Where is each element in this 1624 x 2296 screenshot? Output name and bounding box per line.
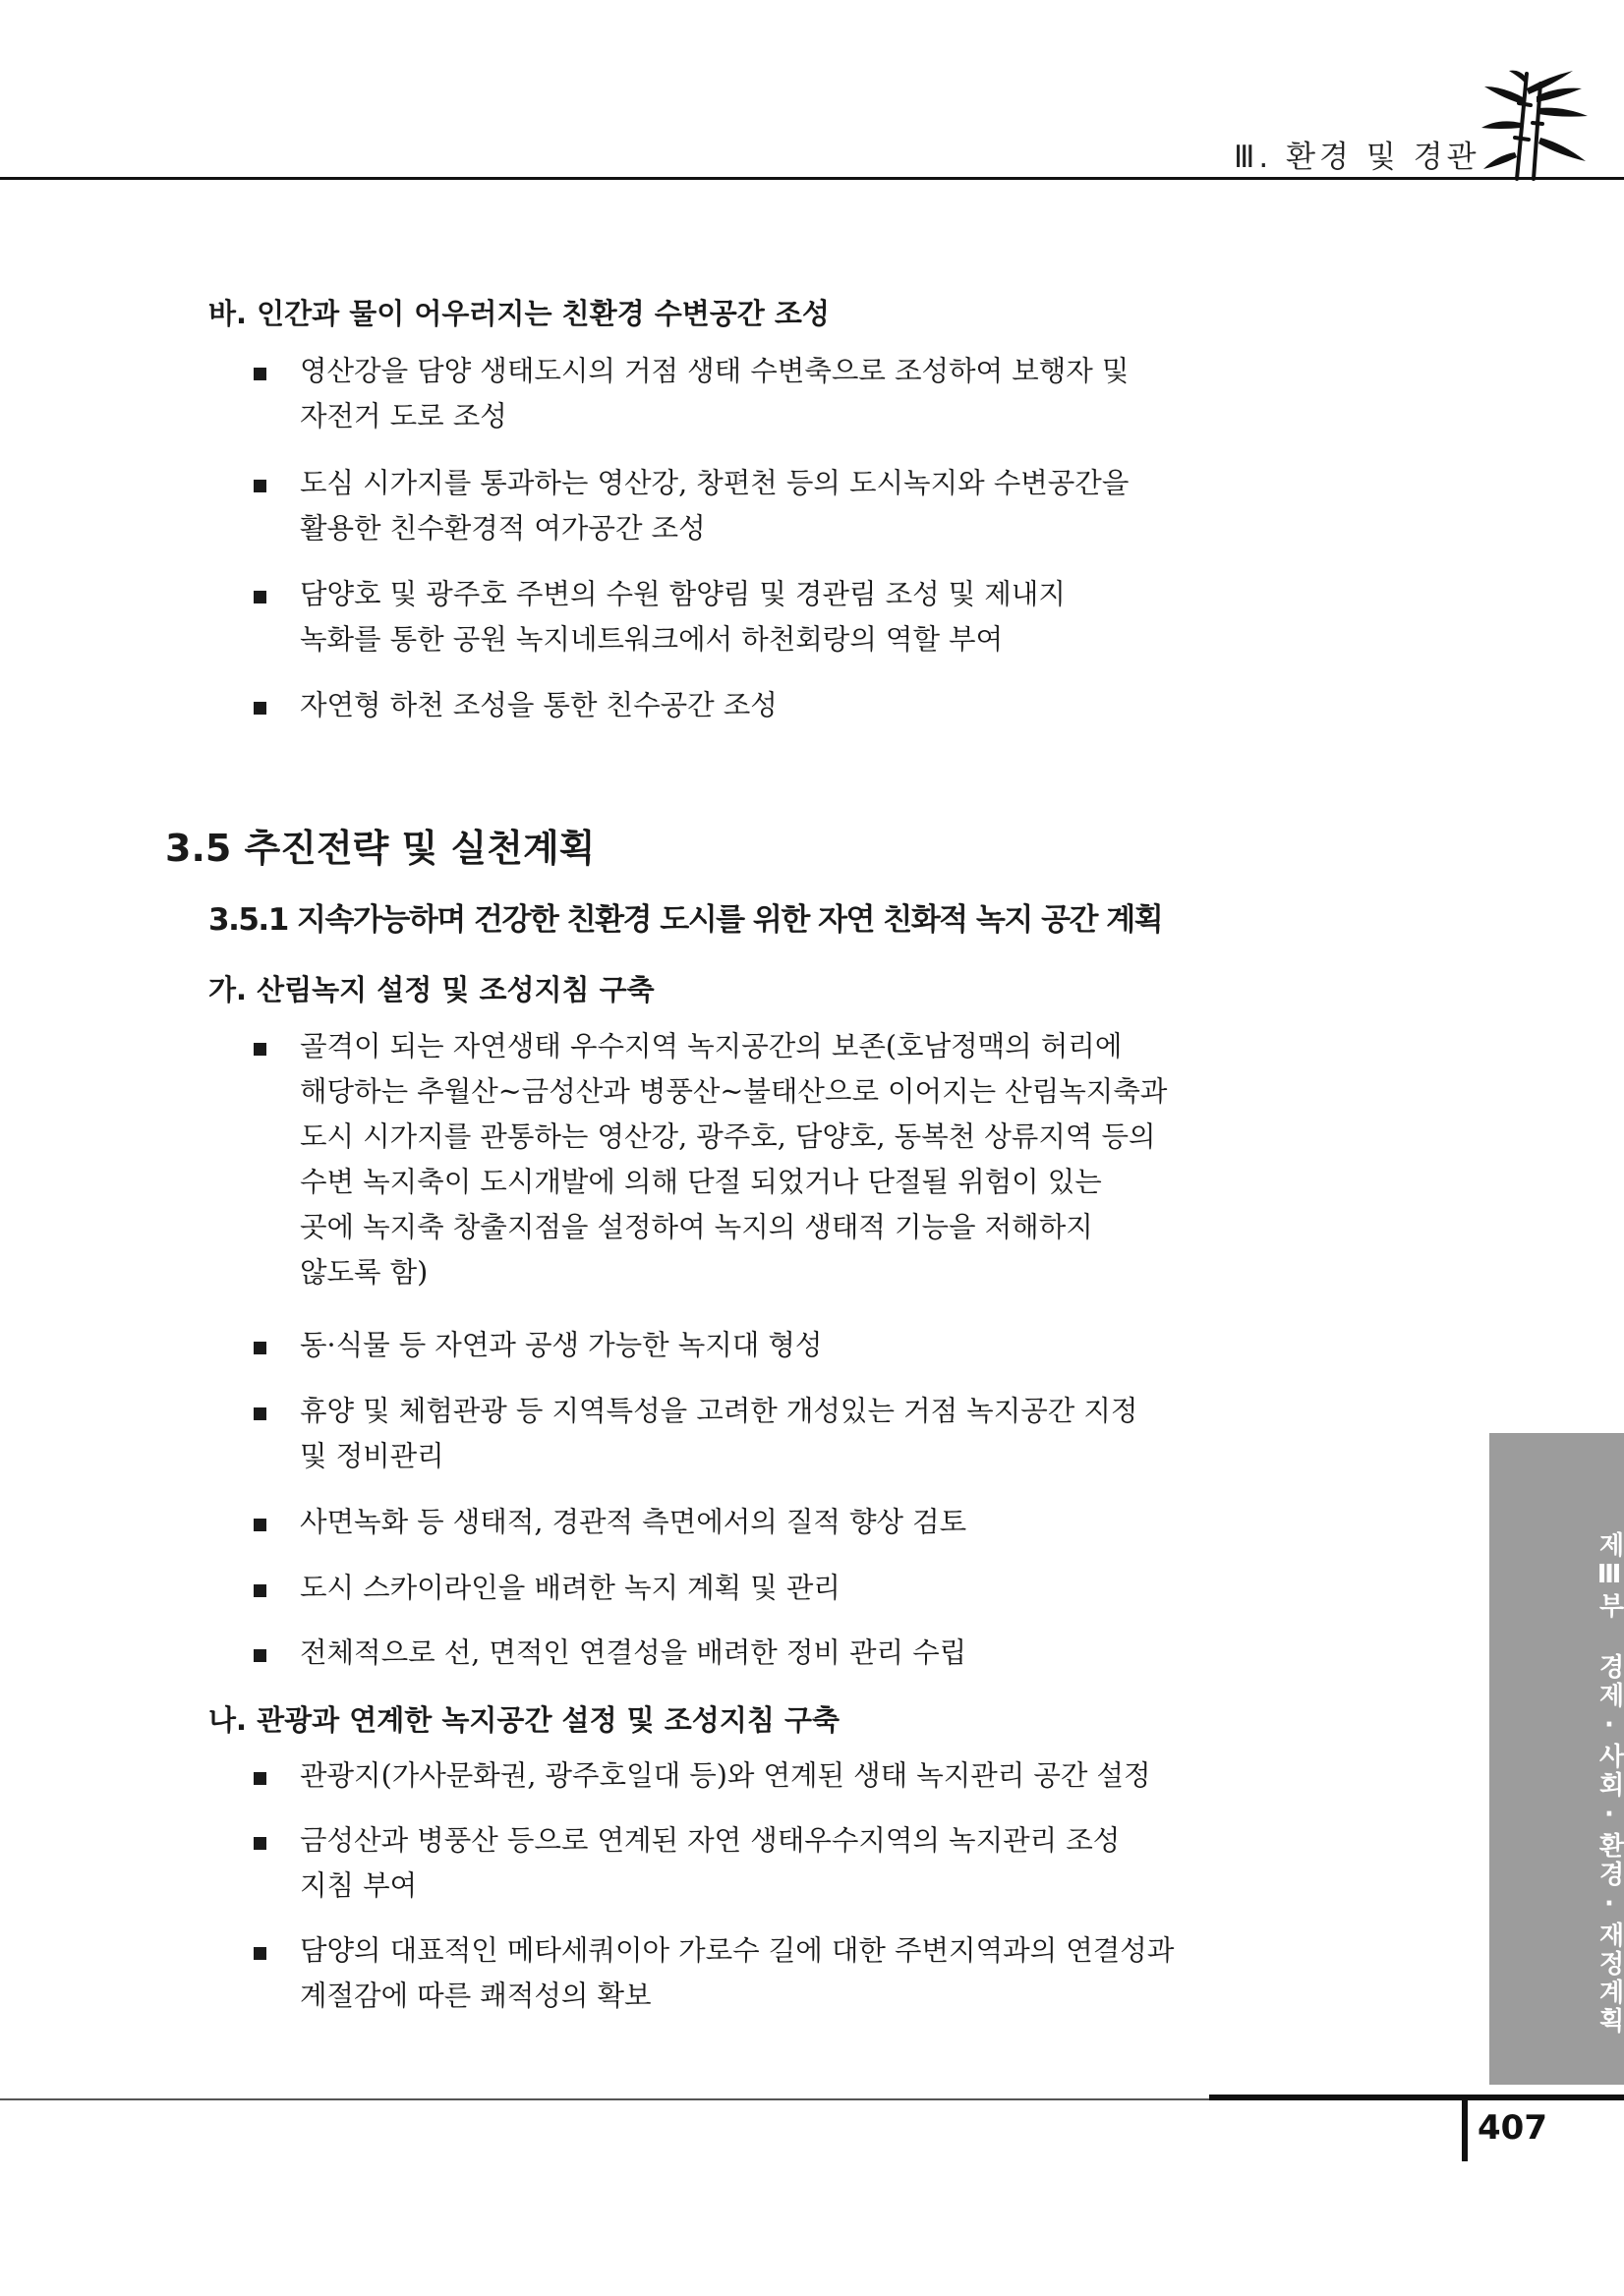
list-item: 도시 스카이라인을 배려한 녹지 계획 및 관리 (300, 1572, 841, 1604)
bullet-icon (254, 368, 266, 380)
list-item: 사면녹화 등 생태적, 경관적 측면에서의 질적 향상 검토 (300, 1506, 967, 1538)
list-item: 동·식물 등 자연과 공생 가능한 녹지대 형성 (300, 1329, 823, 1361)
bullet-icon (254, 1342, 266, 1354)
bullet-icon (254, 702, 266, 715)
footer-rule-thick (1209, 2095, 1624, 2100)
list-item: 휴양 및 체험관광 등 지역특성을 고려한 개성있는 거점 녹지공간 지정 및 정비관리 (300, 1395, 1138, 1472)
list-item: 도심 시가지를 통과하는 영산강, 창편천 등의 도시녹지와 수변공간을 활용한 친수환경적 여가공간 조성 (300, 467, 1130, 545)
bullet-icon (254, 1947, 266, 1960)
list-item: 담양호 및 광주호 주변의 수원 함양림 및 경관림 조성 및 제내지 녹화를 통한 공원 녹지네트워크에서 하천회랑의 역할 부여 (300, 578, 1066, 656)
bullet-icon (254, 1649, 266, 1662)
chapter-title: Ⅲ. 환경 및 경관 (1234, 140, 1480, 175)
bullet-icon (254, 480, 266, 492)
list-item: 영산강을 담양 생태도시의 거점 생태 수변축으로 조성하여 보행자 및 자전거 도로 조성 (300, 355, 1130, 432)
section-title: 3.5 추진전략 및 실천계획 (165, 827, 596, 870)
footer-rule (0, 2098, 1209, 2100)
list-item: 골격이 되는 자연생태 우수지역 녹지공간의 보존(호남정맥의 허리에 해당하는 추월산~금성산과 병풍산~불태산으로 이어지는 산림녹지축과 도시 시가지를 관통하는 영산강, 광주호, 담양호, 동복천 상류지역 등의 수변 녹지축이 도시개발에 의해 단절 되었거나 단절될 위험이 있는 곳에 녹지축 창출지점을 설정하여 녹지의 생태적 기능을 저해하지 않도록 함) (300, 1030, 1168, 1289)
list-item: 관광지(가사문화권, 광주호일대 등)와 연계된 생태 녹지관리 공간 설정 (300, 1759, 1151, 1792)
bullet-icon (254, 1043, 266, 1056)
bullet-icon (254, 591, 266, 603)
chapter-side-tab (1489, 1433, 1624, 2085)
bullet-icon (254, 1519, 266, 1531)
bullet-icon (254, 1584, 266, 1597)
header-rule (0, 177, 1624, 180)
list-item: 전체적으로 선, 면적인 연결성을 배려한 정비 관리 수립 (300, 1636, 967, 1669)
bamboo-icon (1479, 69, 1593, 182)
heading-ga: 가. 산림녹지 설정 및 조성지침 구축 (208, 973, 655, 1006)
list-item: 담양의 대표적인 메타세쿼이아 가로수 길에 대한 주변지역과의 연결성과 계절감에 따른 쾌적성의 확보 (300, 1934, 1175, 2012)
heading-ba: 바. 인간과 물이 어우러지는 친환경 수변공간 조성 (208, 297, 830, 330)
bullet-icon (254, 1407, 266, 1420)
subsection-title: 3.5.1 지속가능하며 건강한 친환경 도시를 위한 자연 친화적 녹지 공간 계획 (208, 902, 1163, 938)
page-number: 407 (1478, 2108, 1547, 2148)
list-item: 자연형 하천 조성을 통한 친수공간 조성 (300, 689, 778, 721)
footer-divider (1462, 2095, 1468, 2161)
heading-na: 나. 관광과 연계한 녹지공간 설정 및 조성지침 구축 (208, 1703, 840, 1737)
list-item: 금성산과 병풍산 등으로 연계된 자연 생태우수지역의 녹지관리 조성 지침 부여 (300, 1824, 1121, 1902)
bullet-icon (254, 1837, 266, 1850)
bullet-icon (254, 1772, 266, 1785)
side-tab-label: 제Ⅲ부 경제·사회·환경·재정계획 (1595, 1531, 1624, 2036)
